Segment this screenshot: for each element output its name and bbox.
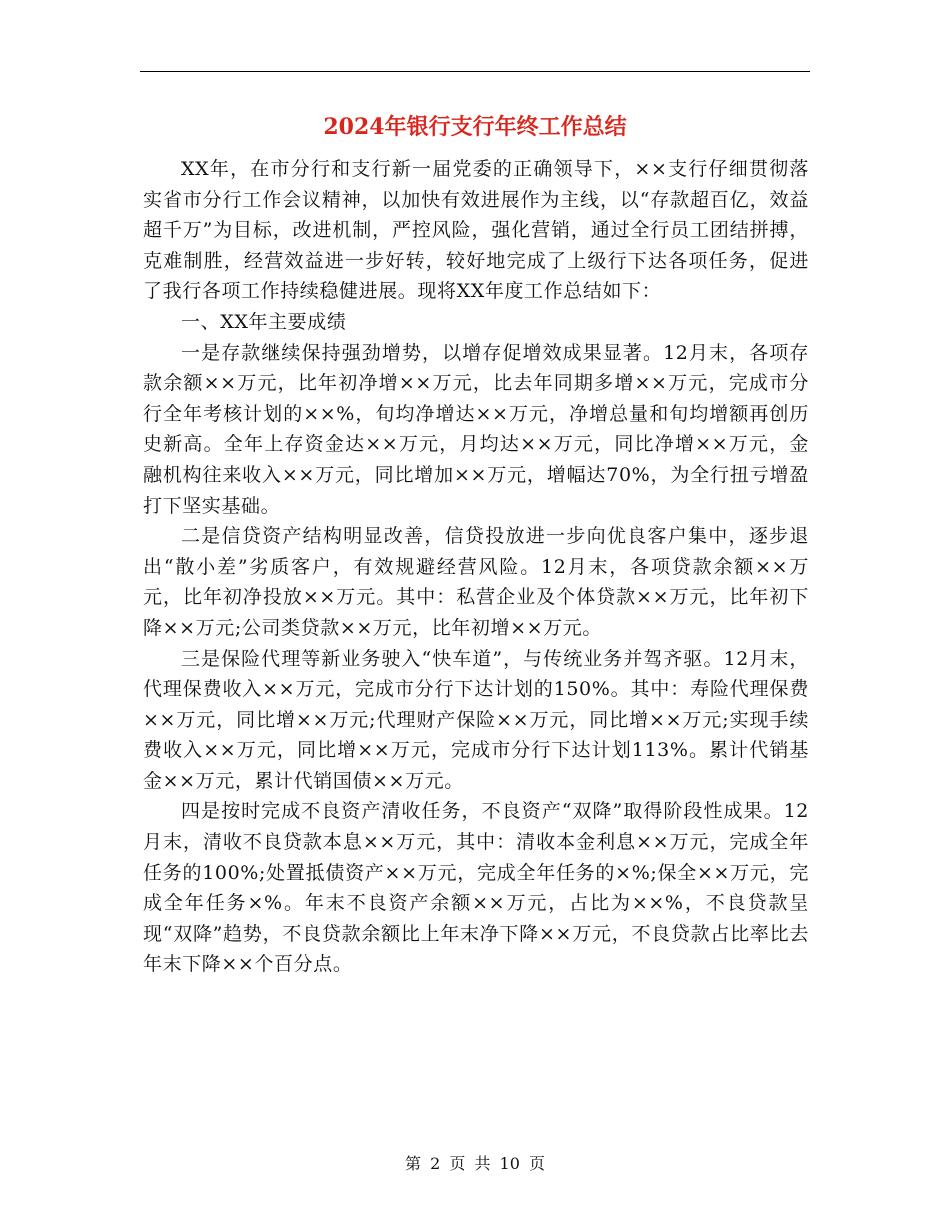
paragraph-deposits: 一是存款继续保持强劲增势，以增存促增效成果显著。12月末，各项存款余额××万元，比年初净增××万元，比去年同期多增××万元，完成市分行全年考核计划的××%，旬均净增达××万元，净增总量和旬均增额再创历史新高。全年上存资金达××万元，月均达××万元，同比净增××万元，金融机构往来收入××万元，同比增加××万元，增幅达70%，为全行扭亏增盈打下坚实基础。 xyxy=(143,341,809,517)
paragraph-nonperforming: 四是按时完成不良资产清收任务，不良资产“双降”取得阶段性成果。12月末，清收不良贷款本息××万元，其中：清收本金利息××万元，完成全年任务的100%;处置抵债资产××万元，完成全年任务的×%;保全××万元，完成全年任务×%。年末不良资产余额××万元，占比为××%，不良贷款呈现“双降”趋势，不良贷款余额比上年末净下降××万元，不良贷款占比率比去年末下降××个百分点。 xyxy=(143,800,809,976)
paragraph-intro: XX年，在市分行和支行新一届党委的正确领导下，××支行仔细贯彻落实省市分行工作会议精神，以加快有效进展作为主线，以“存款超百亿，效益超千万”为目标，改进机制，严控风险，强化营销，通过全行员工团结拼搏，克难制胜，经营效益进一步好转，较好地完成了上级行下达各项任务，促进了我行各项工作持续稳健进展。现将XX年度工作总结如下： xyxy=(143,158,809,303)
header-rule xyxy=(140,71,810,72)
paragraph-credit: 二是信贷资产结构明显改善，信贷投放进一步向优良客户集中，逐步退出“散小差”劣质客户，有效规避经营风险。12月末，各项贷款余额××万元，比年初净投放××万元。其中：私营企业及个体贷款××万元，比年初下降××万元;公司类贷款××万元，比年初增××万元。 xyxy=(143,525,809,639)
page-number: 第 2 页 共 10 页 xyxy=(405,1154,545,1173)
document-body xyxy=(143,154,809,980)
document-title: 2024年银行支行年终工作总结 xyxy=(323,114,627,140)
section-heading: 一、XX年主要成绩 xyxy=(181,310,347,333)
paragraph-insurance: 三是保险代理等新业务驶入“快车道”，与传统业务并驾齐驱。12月末，代理保费收入××万元，完成市分行下达计划的150%。其中：寿险代理保费××万元，同比增××万元;代理财产保险××万元，同比增××万元;实现手续费收入××万元，同比增××万元，完成市分行下达计划113%。累计代销基金××万元，累计代销国债××万元。 xyxy=(143,647,809,792)
